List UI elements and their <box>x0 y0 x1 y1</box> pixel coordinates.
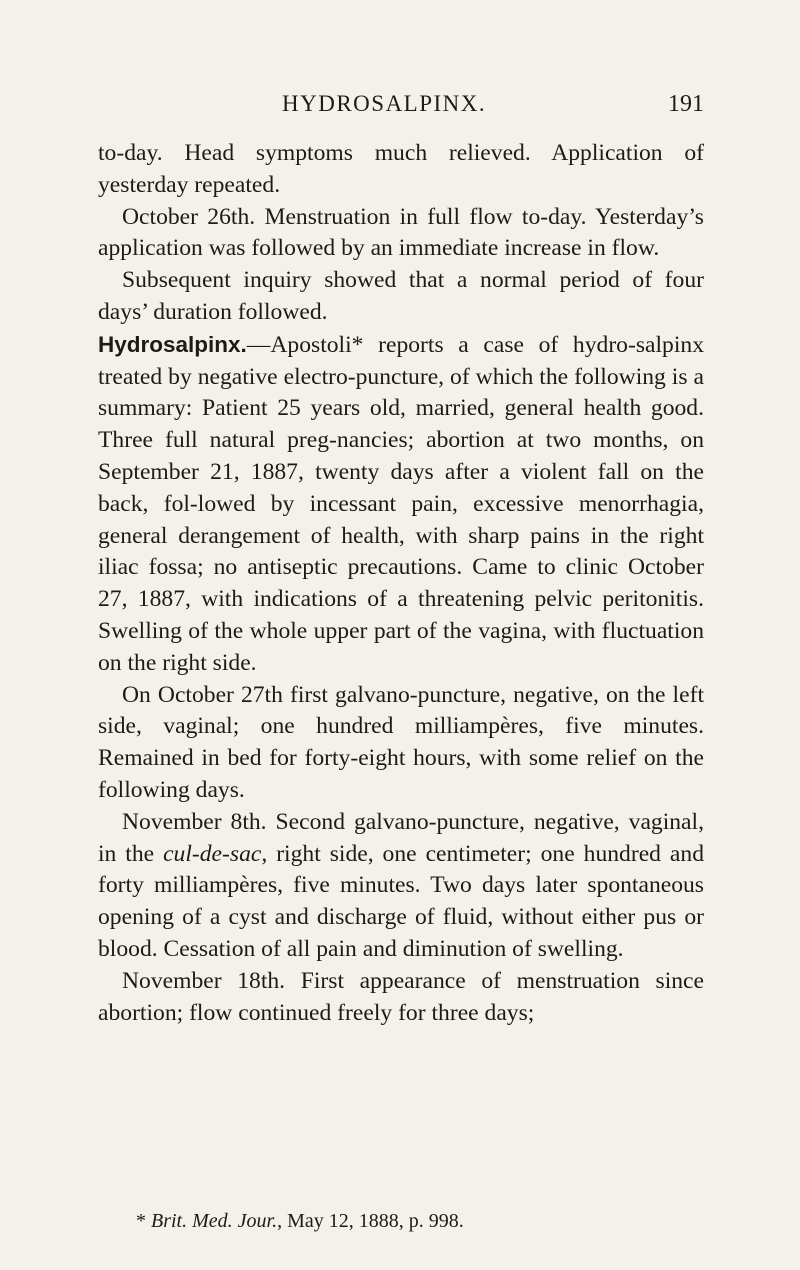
footnote-marker: * <box>136 1210 151 1232</box>
paragraph-subsequent-inquiry <box>98 265 704 329</box>
footnote <box>136 1207 736 1235</box>
paragraph-november-18 <box>98 966 704 1030</box>
paragraph-text: , right side, one centimeter; one hundred and forty milliampères, five minutes. Two days later spontaneous opening of a cyst and discharge of fluid, without either pus or blood. Cessation of all pain and diminution of swelling. <box>98 840 704 962</box>
paragraph-november-8 <box>98 807 704 966</box>
section-heading: Hydrosalpinx. <box>98 331 247 357</box>
paragraph-text: On October 27th first galvano-puncture, negative, on the left side, vaginal; one hundred milliampères, five minutes. Remained in bed for forty-eight hours, with some relief on the following days. <box>98 681 704 803</box>
paragraph-text: November 18th. First appearance of menstruation since abortion; flow continued freely for three days; <box>98 967 704 1026</box>
paragraph-text: October 26th. Menstruation in full flow to-day. Yesterday’s application was followed by an immediate increase in flow. <box>98 203 704 262</box>
italic-term: cul-de-sac <box>163 840 262 867</box>
footnote-journal: Brit. Med. Jour. <box>151 1210 278 1232</box>
paragraph-text: November 8th. Second galvano-puncture, negative, vaginal, in the <box>98 808 704 867</box>
body-text <box>98 138 704 1029</box>
running-title: HYDROSALPINX. <box>282 91 487 116</box>
paragraph-text: Subsequent inquiry showed that a normal period of four days’ duration followed. <box>98 267 704 325</box>
paragraph-text: —Apostoli* reports a case of hydro-salpinx treated by negative electro-puncture, of which the following is a summary: Patient 25 years old, married, general health good. Three full natural preg-nancies; abortion at two months, on September 21, 1887, twenty days after a violent fall on the back, fol-lowed by incessant pain, excessive menorrhagia, general derangement of health, with sharp pains in the right iliac fossa; no antiseptic precautions. Came to clinic October 27, 1887, with indications of a threatening pelvic peritonitis. Swelling of the whole upper part of the vagina, with fluctuation on the right side. <box>98 331 704 676</box>
page-header <box>282 86 704 122</box>
footnote-details: , May 12, 1888, p. 998. <box>277 1210 464 1232</box>
paragraph-hydrosalpinx <box>98 329 704 680</box>
paragraph-continuation <box>98 138 704 202</box>
paragraph-october-26 <box>98 202 704 266</box>
paragraph-october-27 <box>98 680 704 807</box>
paragraph-text: to-day. Head symptoms much relieved. Application of yesterday repeated. <box>98 140 704 198</box>
page-number: 191 <box>668 91 704 117</box>
